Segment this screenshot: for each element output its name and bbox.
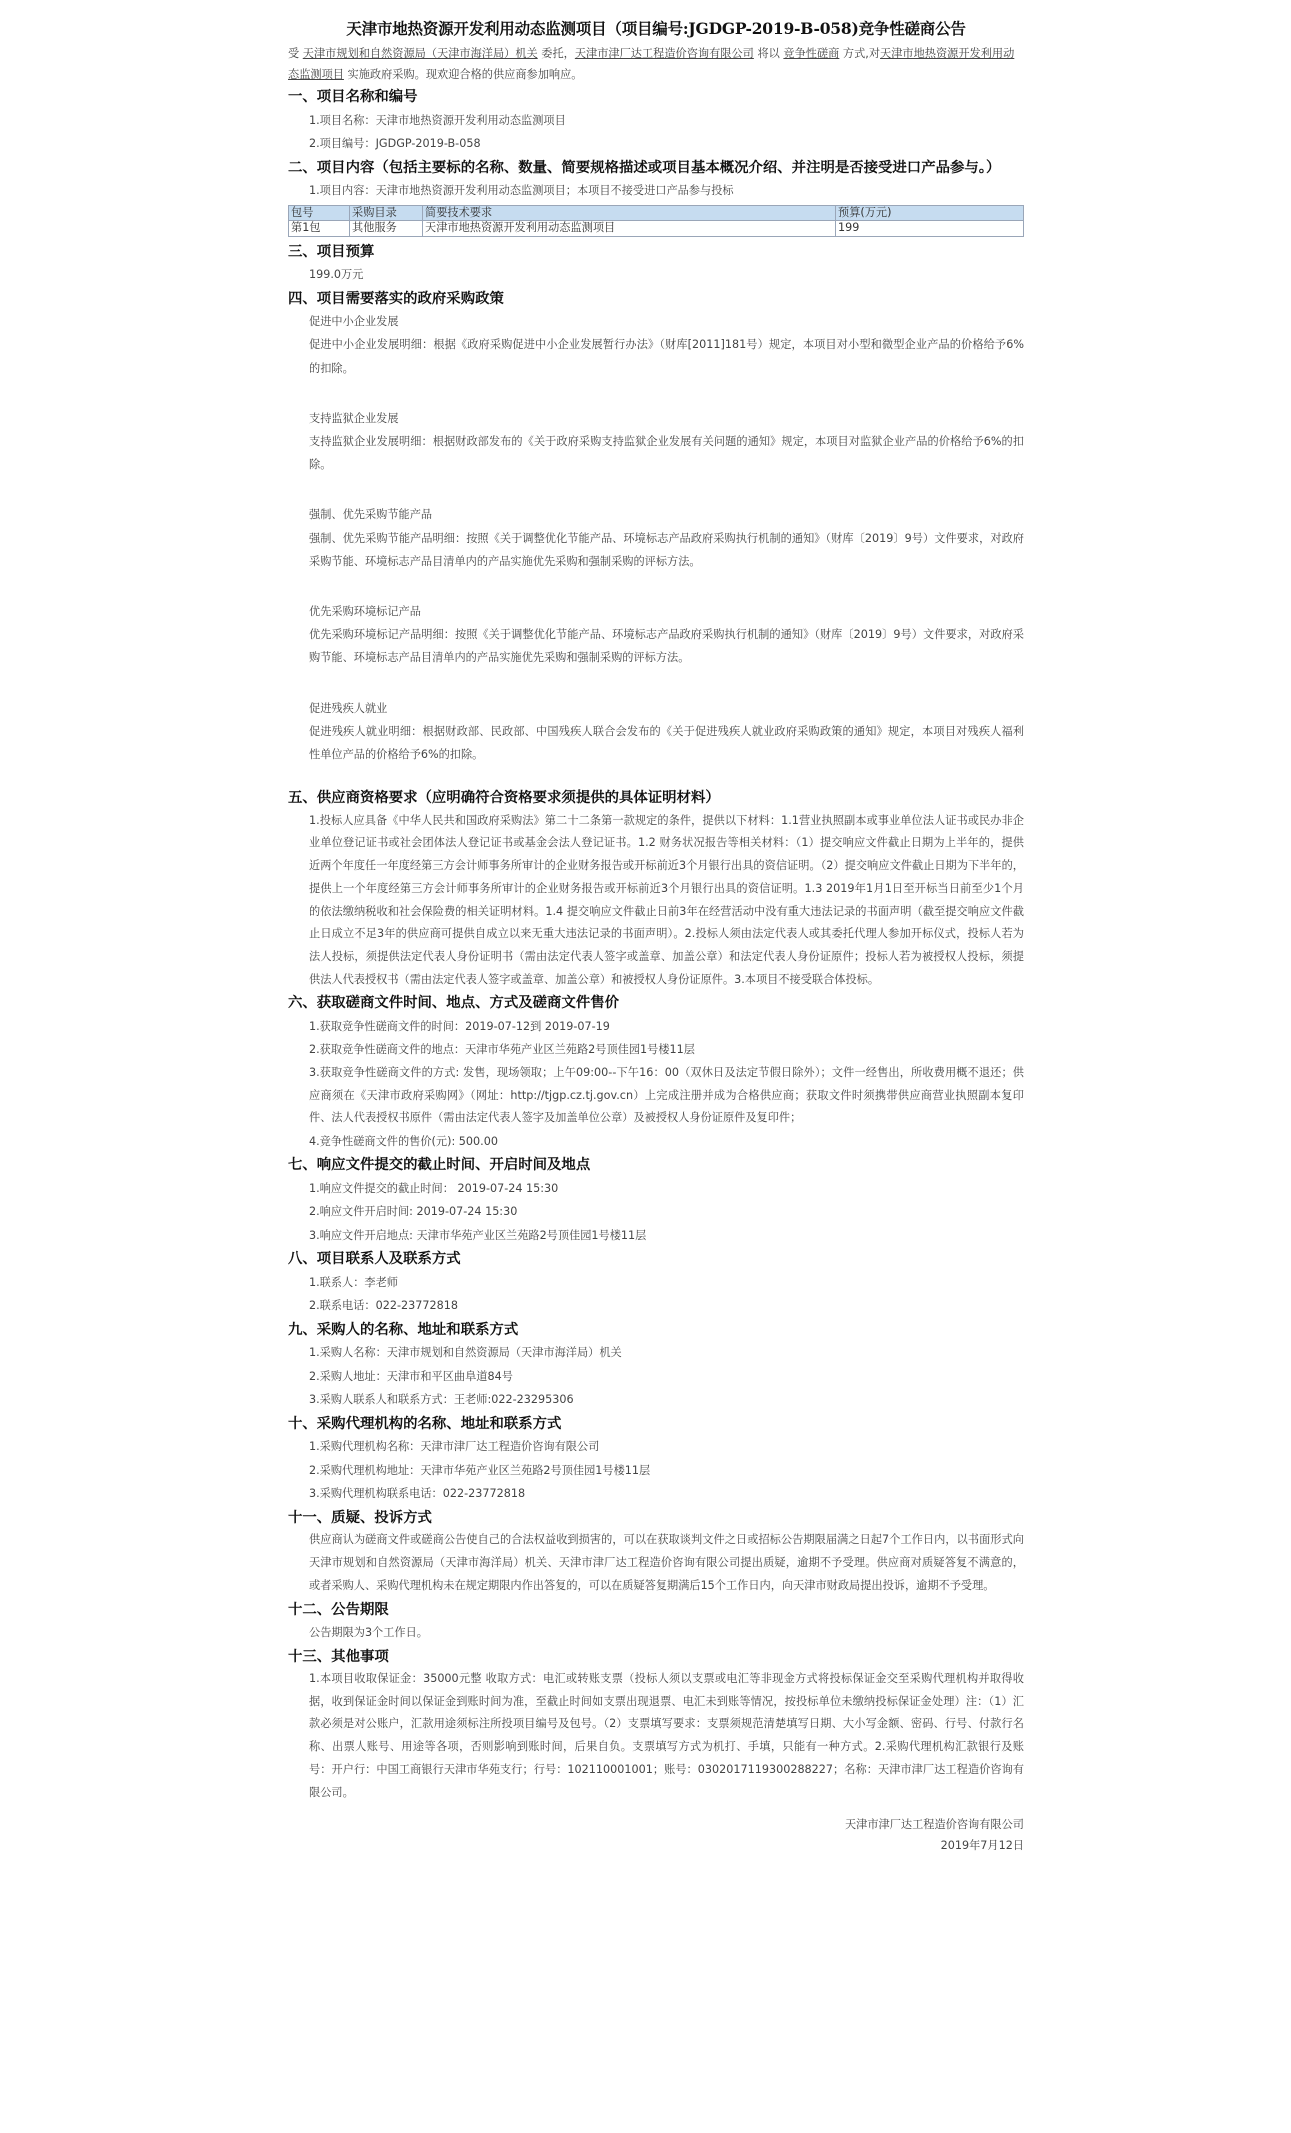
section-heading-3: 三、项目预算: [288, 242, 375, 260]
package-table: [288, 205, 1024, 237]
list-item: 3.获取竞争性磋商文件的方式: 发售，现场领取；上午09:00--下午16：00（双休日及法定节假日除外）；文件一经售出，所收费用概不退还；供应商须在《天津市政府采购网》（网址：http://tjgp.cz.tj.gov.cn）上完成注册并成为合格供应商；获取文件时须携带供应商营业执照副本复印件、法人代表授权书原件（需由法定代表人签字及加盖单位公章）及被授权人身份证原件及复印件；: [309, 1065, 1024, 1125]
list-item: 2.采购代理机构地址：天津市华苑产业区兰苑路2号顶佳园1号楼11层: [309, 1463, 651, 1477]
section-heading-9: 九、采购人的名称、地址和联系方式: [288, 1320, 519, 1338]
list-item: 1.联系人：李老师: [309, 1275, 398, 1289]
policy-desc: 支持监狱企业发展明细：根据财政部发布的《关于政府采购支持监狱企业发展有关问题的通知》规定，本项目对监狱企业产品的价格给予6%的扣除。: [309, 435, 1024, 472]
list-item: 2.采购人地址：天津市和平区曲阜道84号: [309, 1369, 513, 1383]
qualification-text: 1.投标人应具备《中华人民共和国政府采购法》第二十二条第一款规定的条件，提供以下材料：1.1营业执照副本或事业单位法人证书或民办非企业单位登记证书或社会团体法人登记证书或基金会法人登记证书。1.2 财务状况报告等相关材料：（1）提交响应文件截止日期为上半年的，提供近两个年度任一年度经第三方会计师事务所审计的企业财务报告或开标前近3个月银行出具的资信证明。（2）提交响应文件截止日期为下半年的，提供上一个年度经第三方会计师事务所审计的企业财务报告或开标前近3个月银行出具的资信证明。1.3 2019年1月1日至开标当日前至少1个月的依法缴纳税收和社会保险费的相关证明材料。1.4 提交响应文件截止日前3年在经营活动中没有重大违法记录的书面声明（截至提交响应文件截止日成立不足3年的供应商可提供自成立以来无重大违法记录的书面声明）。2.投标人须由法定代表人或其委托代理人参加开标仪式，投标人若为法人投标，须提供法定代表人身份证明书（需由法定代表人签字或盖章、加盖公章）和法定代表人身份证原件；投标人若为被授权人投标，须提供法人代表授权书（需由法定代表人签字或盖章、加盖公章）和被授权人身份证原件。3.本项目不接受联合体投标。: [309, 813, 1024, 986]
list-item: 1.项目名称：天津市地热资源开发利用动态监测项目: [309, 113, 566, 127]
list-item: 1.采购代理机构名称：天津市津厂达工程造价咨询有限公司: [309, 1440, 600, 1454]
list-item: 1.获取竞争性磋商文件的时间：2019-07-12到 2019-07-19: [309, 1019, 610, 1033]
policy-title: 优先采购环境标记产品: [309, 605, 421, 619]
policy-desc: 强制、优先采购节能产品明细：按照《关于调整优化节能产品、环境标志产品政府采购执行机制的通知》（财库〔2019〕9号）文件要求，对政府采购节能、环境标志产品目清单内的产品实施优先采购和强制采购的评标方法。: [309, 531, 1024, 568]
section-heading-10: 十、采购代理机构的名称、地址和联系方式: [288, 1414, 562, 1432]
list-item: 2.获取竞争性磋商文件的地点：天津市华苑产业区兰苑路2号顶佳园1号楼11层: [309, 1043, 695, 1057]
list-item: 3.响应文件开启地点: 天津市华苑产业区兰苑路2号顶佳园1号楼11层: [309, 1228, 647, 1242]
table-cell: 天津市地热资源开发利用动态监测项目: [423, 221, 836, 237]
intro-client: 天津市规划和自然资源局（天津市海洋局）机关: [302, 47, 538, 60]
list-item: 2.项目编号：JGDGP-2019-B-058: [309, 137, 481, 151]
intro-text: 将以: [757, 47, 780, 60]
section-heading-2: 二、项目内容（包括主要标的名称、数量、简要规格描述或项目基本概况介绍、并注明是否接受进口产品参与。）: [288, 158, 1001, 176]
section-heading-5: 五、供应商资格要求（应明确符合资格要求须提供的具体证明材料）: [288, 789, 720, 807]
policy-desc: 促进残疾人就业明细：根据财政部、民政部、中国残疾人联合会发布的《关于促进残疾人就业政府采购政策的通知》规定，本项目对残疾人福利性单位产品的价格给予6%的扣除。: [309, 724, 1024, 762]
table-header-cell: 预算(万元): [836, 205, 1024, 221]
section-heading-6: 六、获取磋商文件时间、地点、方式及磋商文件售价: [288, 994, 619, 1012]
section-heading-12: 十二、公告期限: [288, 1600, 389, 1618]
intro-text: 实施政府采购。现欢迎合格的供应商参加响应。: [347, 67, 583, 81]
list-item: 1.项目内容：天津市地热资源开发利用动态监测项目；本项目不接受进口产品参与投标: [309, 184, 734, 198]
policy-desc: 促进中小企业发展明细：根据《政府采购促进中小企业发展暂行办法》（财库[2011]181号）规定，本项目对小型和微型企业产品的价格给予6%的扣除。: [309, 338, 1024, 375]
intro-text: 受: [288, 47, 300, 60]
other-matters-text: 1.本项目收取保证金：35000元整 收取方式：电汇或转账支票（投标人须以支票或电汇等非现金方式将投标保证金交至采购代理机构并取得收据，收到保证金时间以保证金到账时间为准，至截止时间如支票出现退票、电汇未到账等情况，按投标单位未缴纳投标保证金处理）注：（1）汇款必须是对公账户，汇款用途须标注所投项目编号及包号。（2）支票填写要求：支票须规范清楚填写日期、大小写金额、密码、行号、付款行名称、出票人账号、用途等各项，否则影响到账时间，后果自负。支票填写方式为机打、手填，只能有一种方式。2.采购代理机构汇款银行及账号：开户行：中国工商银行天津市华苑支行；行号：102110001001；账号：0302017119300288227；名称：天津市津厂达工程造价咨询有限公司。: [309, 1672, 1024, 1799]
signature-org: 天津市津厂达工程造价咨询有限公司: [844, 1818, 1024, 1832]
list-item: 1.响应文件提交的截止时间： 2019-07-24 15:30: [309, 1181, 559, 1195]
policy-title: 强制、优先采购节能产品: [309, 508, 433, 522]
intro-method: 竞争性磋商: [783, 47, 840, 60]
signature-date: 2019年7月12日: [940, 1839, 1024, 1853]
table-header-cell: 采购目录: [350, 205, 423, 221]
section-heading-4: 四、项目需要落实的政府采购政策: [288, 289, 504, 307]
intro-agency: 天津市津厂达工程造价咨询有限公司: [574, 47, 754, 60]
budget-value: 199.0万元: [309, 268, 364, 282]
list-item: 3.采购人联系人和联系方式：王老师:022-23295306: [309, 1393, 574, 1407]
list-item: 3.采购代理机构联系电话：022-23772818: [309, 1487, 526, 1501]
list-item: 1.采购人名称：天津市规划和自然资源局（天津市海洋局）机关: [309, 1346, 622, 1360]
complaint-text: 供应商认为磋商文件或磋商公告使自己的合法权益收到损害的，可以在获取谈判文件之日或招标公告期限届满之日起7个工作日内，以书面形式向 天津市规划和自然资源局（天津市海洋局）机关、天津市津厂达工程造价咨询有限公司提出质疑，逾期不予受理。供应商对质疑答复不满意的，或者采购人、采购代理机构未在规定期限内作出答复的，可以在质疑答复期满后15个工作日内，向天津市财政局提出投诉，逾期不予受理。: [309, 1533, 1024, 1592]
intro-text: 委托，: [541, 47, 575, 60]
intro-project: 天津市地热资源开发利用动态监测项目: [288, 47, 1015, 81]
page-title: 天津市地热资源开发利用动态监测项目（项目编号:JGDGP-2019-B-058)竞争性磋商公告: [346, 19, 966, 38]
table-cell: 第1包: [289, 221, 350, 237]
list-item: 4.竞争性磋商文件的售价(元): 500.00: [309, 1134, 498, 1148]
policy-title: 促进中小企业发展: [309, 315, 399, 329]
policy-title: 促进残疾人就业: [309, 701, 388, 715]
list-item: 2.联系电话：022-23772818: [309, 1299, 458, 1313]
table-row: [289, 221, 1024, 237]
policy-desc: 优先采购环境标记产品明细：按照《关于调整优化节能产品、环境标志产品政府采购执行机制的通知》（财库〔2019〕9号）文件要求，对政府采购节能、环境标志产品目清单内的产品实施优先采购和强制采购的评标方法。: [309, 628, 1024, 665]
section-heading-7: 七、响应文件提交的截止时间、开启时间及地点: [288, 1156, 591, 1174]
list-item: 2.响应文件开启时间: 2019-07-24 15:30: [309, 1205, 518, 1219]
table-header-cell: 简要技术要求: [423, 205, 836, 221]
notice-period-text: 公告期限为3个工作日。: [309, 1626, 428, 1640]
table-cell: 其他服务: [350, 221, 423, 237]
table-header-cell: 包号: [289, 205, 350, 221]
intro-text: 方式,对: [842, 47, 881, 60]
section-heading-8: 八、项目联系人及联系方式: [288, 1250, 461, 1268]
section-heading-11: 十一、质疑、投诉方式: [288, 1508, 432, 1526]
policy-title: 支持监狱企业发展: [309, 411, 399, 425]
table-cell: 199: [836, 221, 1024, 237]
table-header-row: [289, 205, 1024, 221]
section-heading-1: 一、项目名称和编号: [288, 88, 418, 106]
announcement-document: [288, 14, 1024, 1856]
section-heading-13: 十三、其他事项: [288, 1647, 389, 1665]
intro-paragraph: [288, 44, 1024, 85]
